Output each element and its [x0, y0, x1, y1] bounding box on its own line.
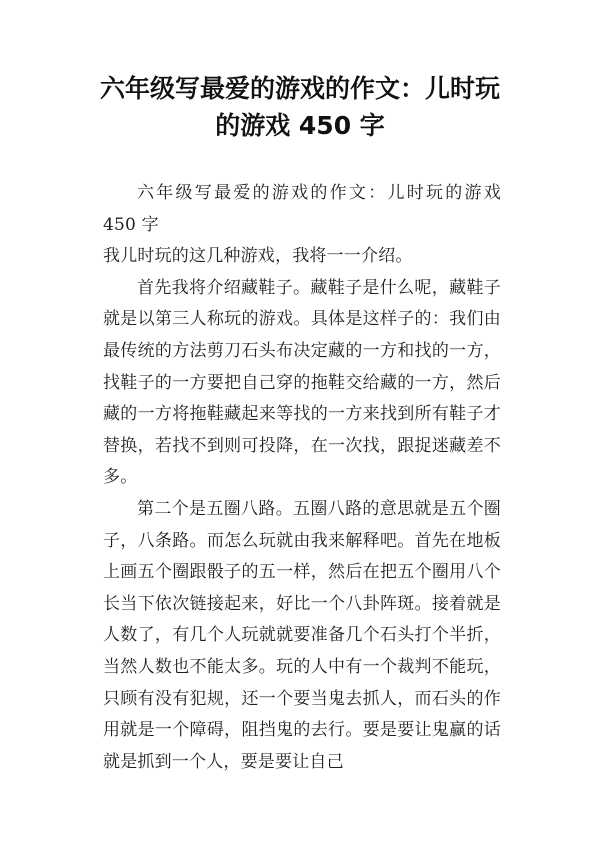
essay-body — [103, 178, 501, 778]
title-line-2: 的游戏 450 字 — [215, 111, 385, 140]
paragraph-subtitle: 六年级写最爱的游戏的作文：儿时玩的游戏 450 字 — [103, 183, 501, 235]
paragraph-hide-shoes: 首先我将介绍藏鞋子。藏鞋子是什么呢，藏鞋子就是以第三人称玩的游戏。具体是这样子的：我们由最传统的方法剪刀石头布决定藏的一方和找的一方，找鞋子的一方要把自己穿的拖鞋交给藏的一方，然后藏的一方将拖鞋藏起来等找的一方来找到所有鞋子才替换，若找不到则可投降，在一次找，跟捉迷藏差不多。 — [103, 277, 501, 488]
paragraph-intro: 我儿时玩的这几种游戏，我将一一介绍。 — [103, 246, 413, 267]
document-title — [60, 70, 540, 144]
title-line-1: 六年级写最爱的游戏的作文：儿时玩 — [99, 74, 500, 103]
paragraph-five-circles: 第二个是五圈八路。五圈八路的意思就是五个圈子，八条路。而怎么玩就由我来解释吧。首先在地板上画五个圈跟骰子的五一样，然后在把五个圈用八个长当下依次链接起来，好比一个八卦阵斑。接着就是人数了，有几个人玩就就要准备几个石头打个半折，当然人数也不能太多。玩的人中有一个裁判不能玩，只顾有没有犯规，还一个要当鬼去抓人，而石头的作用就是一个障碍，阻挡鬼的去行。要是要让鬼赢的话就是抓到一个人，要是要让自己 — [103, 498, 501, 772]
